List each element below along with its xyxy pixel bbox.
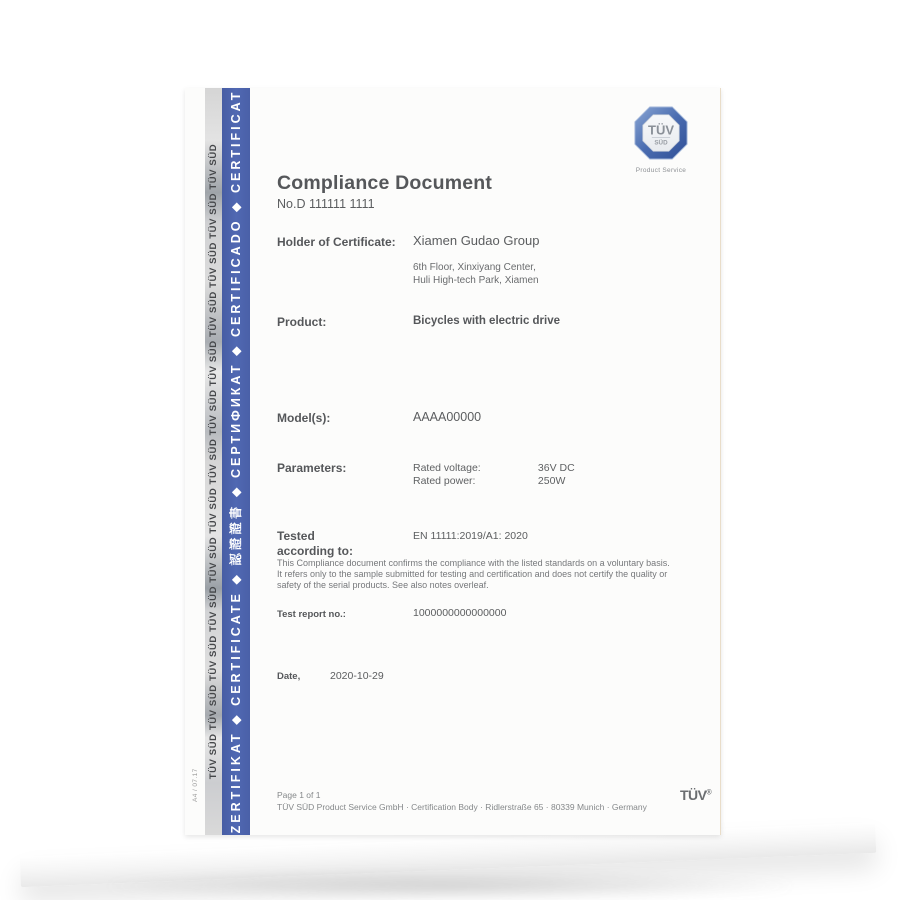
shelf-shadow — [110, 872, 790, 900]
models-value: AAAA00000 — [413, 410, 482, 424]
tested-label-line1: Tested — [277, 529, 315, 543]
holder-value: Xiamen Gudao Group — [413, 233, 540, 248]
certificate-blue-band: ZERTIFIKAT ◆ CERTIFICATE ◆ 認證證書 ◆ СЕРТИФИКАТ ◆ CERTIFICADO ◆ CERTIFICAT — [222, 88, 250, 835]
footer-page-number: Page 1 of 1 — [277, 790, 321, 800]
models-label: Model(s): — [277, 411, 331, 425]
tested-label-line2: according to: — [277, 544, 354, 558]
registered-symbol: ® — [706, 789, 712, 797]
footer-company-line: TÜV SÜD Product Service GmbH · Certification Body · Ridlerstraße 65 · 80339 Munich · Germany — [277, 802, 647, 812]
tuv-sud-holographic-band: TÜV SÜD TÜV SÜD TÜV SÜD TÜV SÜD TÜV SÜD TÜV SÜD TÜV SÜD TÜV SÜD TÜV SÜD TÜV SÜD TÜV SÜD TÜV SÜD TÜV SÜD — [205, 88, 222, 835]
parameter-name: Rated voltage: — [413, 462, 481, 474]
parameter-value: 250W — [537, 475, 566, 487]
parameter-row — [413, 475, 673, 487]
tested-according-label — [277, 529, 353, 559]
page-title: Compliance Document — [277, 172, 493, 194]
certificate-number: No.D 111111 1111 — [277, 197, 375, 211]
holder-label: Holder of Certificate: — [277, 235, 396, 249]
certificate-page — [185, 88, 721, 835]
parameter-row — [413, 462, 673, 474]
test-report-value: 1000000000000000 — [413, 607, 507, 619]
date-value: 2020-10-29 — [330, 670, 384, 682]
tuv-sud-logo — [631, 106, 691, 174]
logo-caption: Product Service — [635, 167, 687, 174]
tested-standard-value: EN 11111:2019/A1: 2020 — [413, 530, 528, 542]
svg-text:SÜD: SÜD — [654, 139, 668, 147]
form-code-note: A4 / 07.17 — [192, 768, 199, 802]
parameter-name: Rated power: — [413, 475, 476, 487]
svg-text:TÜV: TÜV — [648, 122, 674, 138]
holder-address-line2: Huli High-tech Park, Xiamen — [413, 275, 539, 286]
test-report-label: Test report no.: — [277, 609, 346, 620]
holder-address — [413, 261, 539, 287]
compliance-disclaimer: This Compliance document confirms the compliance with the listed standards on a voluntary basis. It refers only to the sample submitted for testing and certification and does not certify the quality or safety of the serial products. See also notes overleaf. — [277, 558, 670, 590]
parameters-label: Parameters: — [277, 461, 347, 475]
date-label: Date, — [277, 671, 301, 682]
tuv-sud-octagon-icon — [634, 106, 688, 160]
holder-address-line1: 6th Floor, Xinxiyang Center, — [413, 262, 536, 273]
product-value: Bicycles with electric drive — [413, 315, 561, 327]
parameter-value: 36V DC — [537, 462, 575, 474]
product-label: Product: — [277, 315, 327, 329]
tuv-wordmark — [680, 787, 712, 803]
tuv-wordmark-text: TÜV — [680, 787, 707, 803]
